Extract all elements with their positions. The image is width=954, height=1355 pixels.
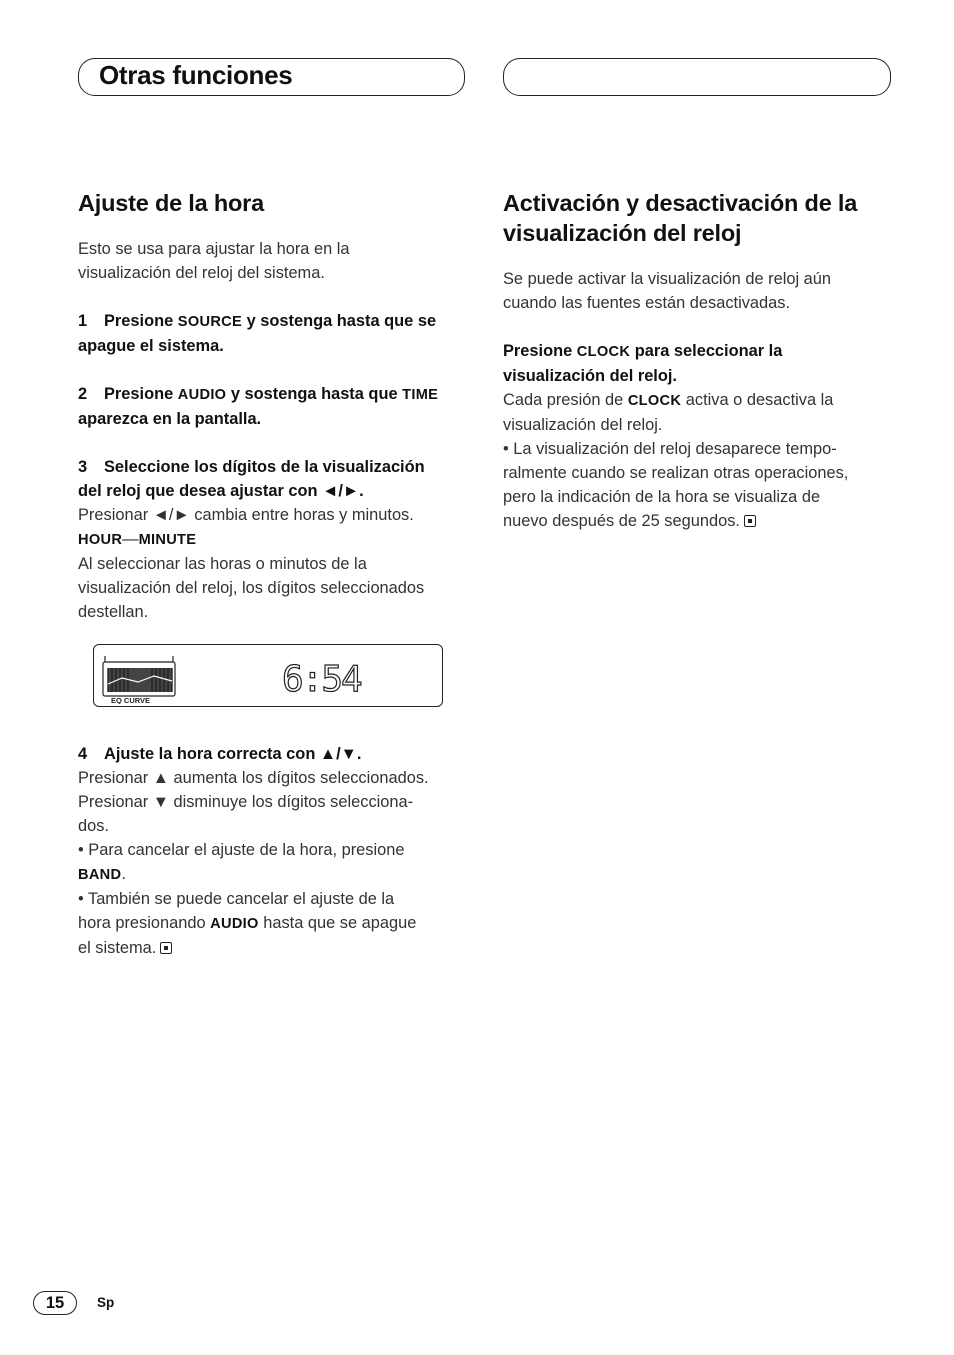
section-header-blank [503, 58, 891, 96]
clock-digits: 6:54 [282, 659, 361, 700]
key-time: TIME [402, 387, 439, 403]
eq-curve-icon [102, 654, 176, 704]
clock-digits-display [282, 651, 362, 701]
step-2: 2 Presione AUDIO y sostenga hasta que TIME aparezca en la pantalla. [78, 385, 439, 428]
intro-text: Esto se usa para ajustar la hora en la visualización del reloj del sistema. [78, 240, 350, 282]
step-4-body: Presionar ▲ aumenta los dígitos seleccionados. Presionar ▼ disminuye los dígitos selecciona- dos. • Para cancelar el ajuste de la hora, presione BAND. • También se puede cancelar el ajuste de la hora presionando AUDIO hasta que se apague el sistema. [78, 769, 429, 957]
page-number: 15 [33, 1291, 77, 1315]
end-mark-icon [160, 942, 172, 954]
key-band: BAND [78, 867, 122, 883]
key-source: SOURCE [177, 314, 243, 330]
key-clock-2: CLOCK [627, 393, 682, 409]
right-column [503, 188, 895, 533]
seq-minute: MINUTE [138, 532, 197, 548]
seq-hour: HOUR [78, 532, 123, 548]
right-intro-text: Se puede activar la visualización de reloj aún cuando las fuentes están desactivadas. [503, 270, 832, 312]
step-3: 3 Seleccione los dígitos de la visualización del reloj que desea ajustar con ◄/►. [78, 458, 425, 500]
left-column [78, 188, 470, 960]
step-4: 4 Ajuste la hora correcta con ▲/▼. [78, 745, 362, 763]
clock-body: Cada presión de CLOCK activa o desactiva la visualización del reloj. • La visualización del reloj desaparece tempo- ralmente cuando se realizan otras operaciones, pero la indicación de la hora se visualiza de nuevo después de 25 segundos. [503, 391, 849, 530]
key-clock: CLOCK [576, 344, 631, 360]
step-3-body: Presionar ◄/► cambia entre horas y minutos. HOUR—MINUTE Al seleccionar las horas o minutos de la visualización del reloj, los dígitos seleccionados destellan. [78, 506, 425, 621]
clock-instruction: Presione CLOCK para seleccionar la visualización del reloj. [503, 342, 783, 385]
key-audio-2: AUDIO [210, 916, 259, 932]
lcd-display-illustration [93, 644, 443, 707]
clock-setting-heading: Ajuste de la hora [78, 190, 264, 216]
step-1: 1 Presione SOURCE y sostenga hasta que se apague el sistema. [78, 312, 437, 355]
clock-display-heading: Activación y desactivación de la visualización del reloj [503, 190, 858, 246]
end-mark-icon [744, 515, 756, 527]
section-header [78, 58, 465, 96]
eq-curve-label: EQ CURVE [111, 696, 151, 704]
key-audio: AUDIO [177, 387, 227, 403]
language-code: Sp [97, 1295, 115, 1310]
section-title: Otras funciones [99, 60, 293, 90]
